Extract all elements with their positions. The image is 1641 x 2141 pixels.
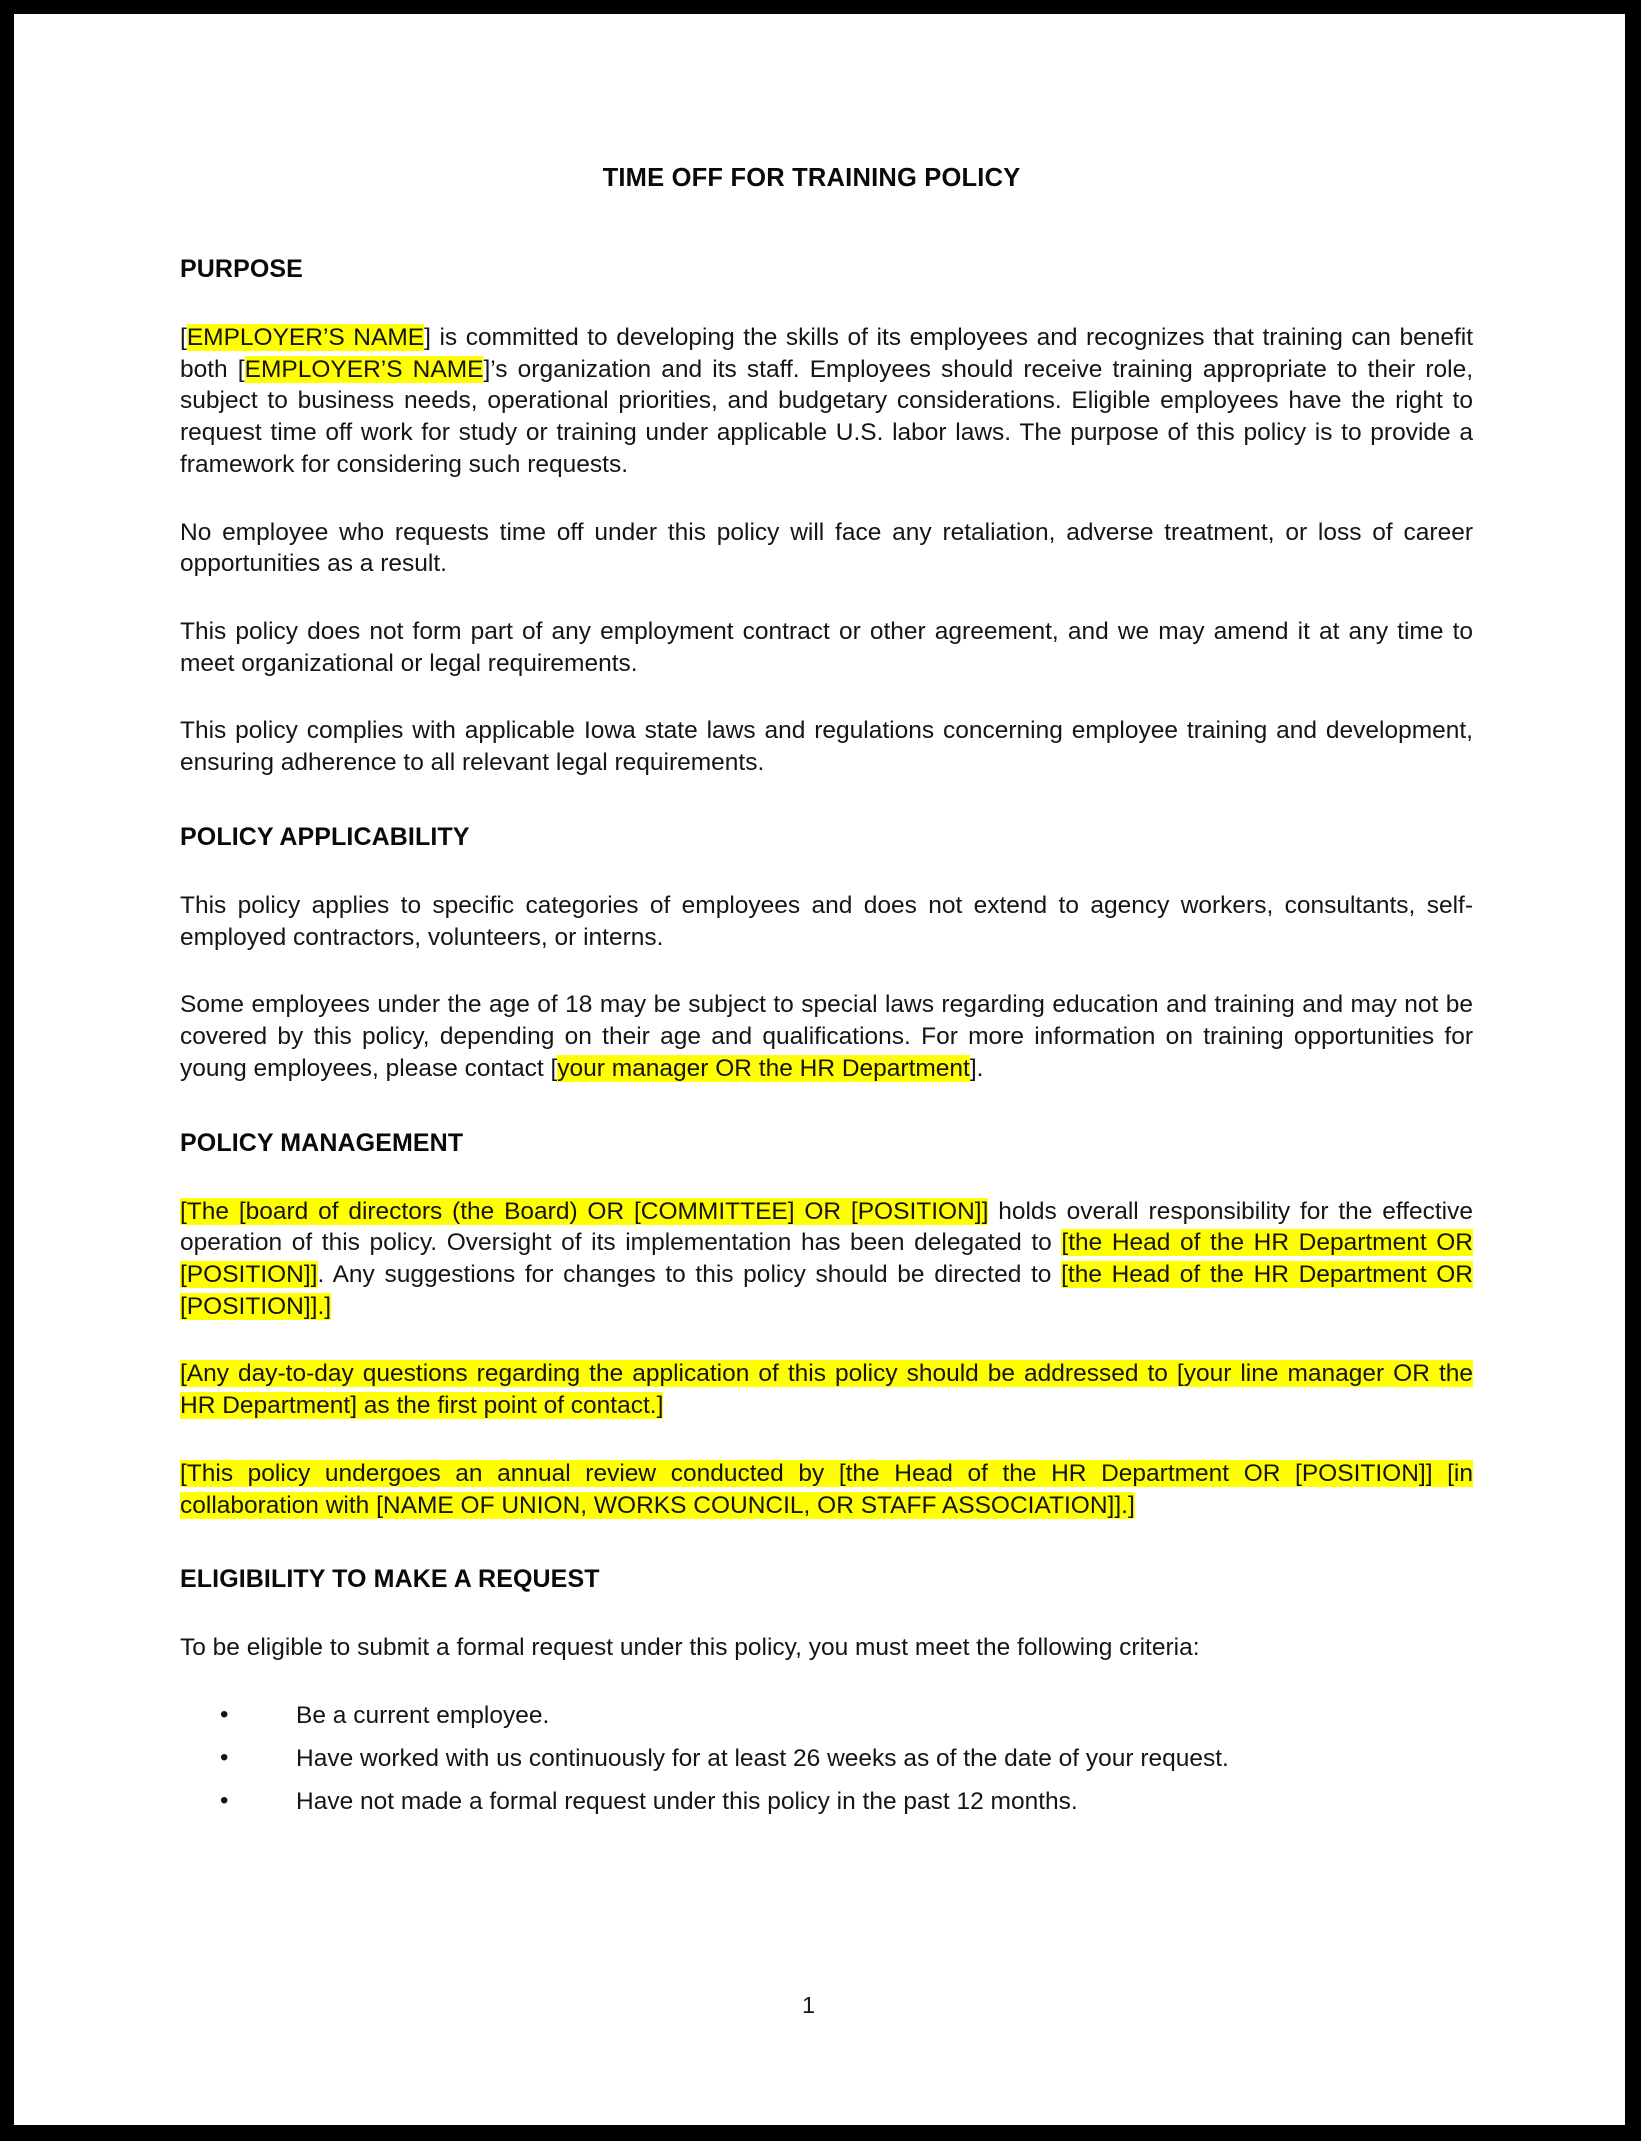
purpose-paragraph-3: This policy does not form part of any employment contract or other agreement, and we may amend it at any time to meet organizational or legal requirements.	[180, 618, 1473, 677]
section-heading-policy-applicability: POLICY APPLICABILITY	[180, 822, 470, 851]
section-heading-purpose: PURPOSE	[180, 255, 303, 283]
document-page	[14, 14, 1625, 2125]
list-item: • Have not made a formal request under this policy in the past 12 months.	[220, 1786, 1473, 1818]
management-paragraph-3	[180, 1458, 1473, 1521]
placeholder-employer-name-1: EMPLOYER’S NAME	[186, 324, 425, 351]
management-paragraph-1	[180, 1196, 1473, 1323]
eligibility-intro: To be eligible to submit a formal request under this policy, you must meet the following criteria:	[180, 1634, 1200, 1662]
text-segment: holds overall responsibility for the effective operation of this policy. Oversight of its implementation has been delegated to	[180, 1197, 1473, 1257]
eligibility-criteria-list	[180, 1700, 1473, 1818]
placeholder-delegate-1: [the Head of the HR Department OR [POSITION]]	[180, 1229, 1473, 1288]
text-segment: ].	[969, 1054, 984, 1082]
placeholder-contact-point: your manager OR the HR Department	[557, 1054, 970, 1082]
purpose-paragraph-2: No employee who requests time off under this policy will face any retaliation, adverse treatment, or loss of career opportunities as a result.	[180, 518, 1473, 578]
placeholder-employer-name-2: EMPLOYER’S NAME	[244, 355, 484, 383]
management-paragraph-2	[180, 1358, 1473, 1421]
page-title: TIME OFF FOR TRAINING POLICY	[602, 164, 1021, 192]
page-number-footer: 1	[801, 1992, 816, 2018]
applicability-paragraph-1: This policy applies to specific categories of employees and does not extend to agency workers, consultants, self-employed contractors, volunteers, or interns.	[180, 891, 1473, 951]
list-item: • Have worked with us continuously for at least 26 weeks as of the date of your request.	[220, 1743, 1473, 1775]
purpose-paragraph-1	[180, 322, 1473, 481]
placeholder-annual-review: [This policy undergoes an annual review conducted by [the Head of the HR Department OR [POSITION]] [in collaboration with [NAME OF UNION, WORKS COUNCIL, OR STAFF ASSOCIATION]].]	[180, 1459, 1473, 1519]
placeholder-daily-questions: [Any day-to-day questions regarding the application of this policy should be addressed to [your line manager OR the HR Department] as the first point of contact.]	[180, 1360, 1473, 1420]
placeholder-responsible-body: [The [board of directors (the Board) OR [COMMITTEE] OR [POSITION]]	[180, 1197, 989, 1225]
text-segment: [	[180, 324, 187, 351]
text-segment: ] is committed to developing the skills of its employees and recognizes that training can benefit both [	[180, 324, 1473, 383]
list-item: • Be a current employee.	[220, 1700, 1473, 1732]
text-segment: . Any suggestions for changes to this policy should be directed to	[317, 1260, 1062, 1288]
section-heading-eligibility: ELIGIBILITY TO MAKE A REQUEST	[180, 1565, 600, 1594]
purpose-paragraph-4: This policy complies with applicable Iowa state laws and regulations concerning employee training and development, ensuring adherence to all relevant legal requirements.	[180, 717, 1473, 777]
text-segment: ]’s organization and its staff. Employees should receive training appropriate to their role, subject to business needs, operational priorities, and budgetary considerations. Eligible employees have the right to request time off work for study or training under applicable U.S. labor laws. The purpose of this policy is to provide a framework for considering such requests.	[180, 355, 1474, 478]
section-heading-policy-management: POLICY MANAGEMENT	[180, 1128, 464, 1157]
applicability-paragraph-2	[180, 989, 1473, 1084]
placeholder-delegate-2: [the Head of the HR Department OR [POSITION]].]	[180, 1260, 1473, 1320]
text-segment: Some employees under the age of 18 may be subject to special laws regarding education and training and may not be covered by this policy, depending on their age and qualifications. For more information on training opportunities for young employees, please contact [	[180, 991, 1473, 1082]
